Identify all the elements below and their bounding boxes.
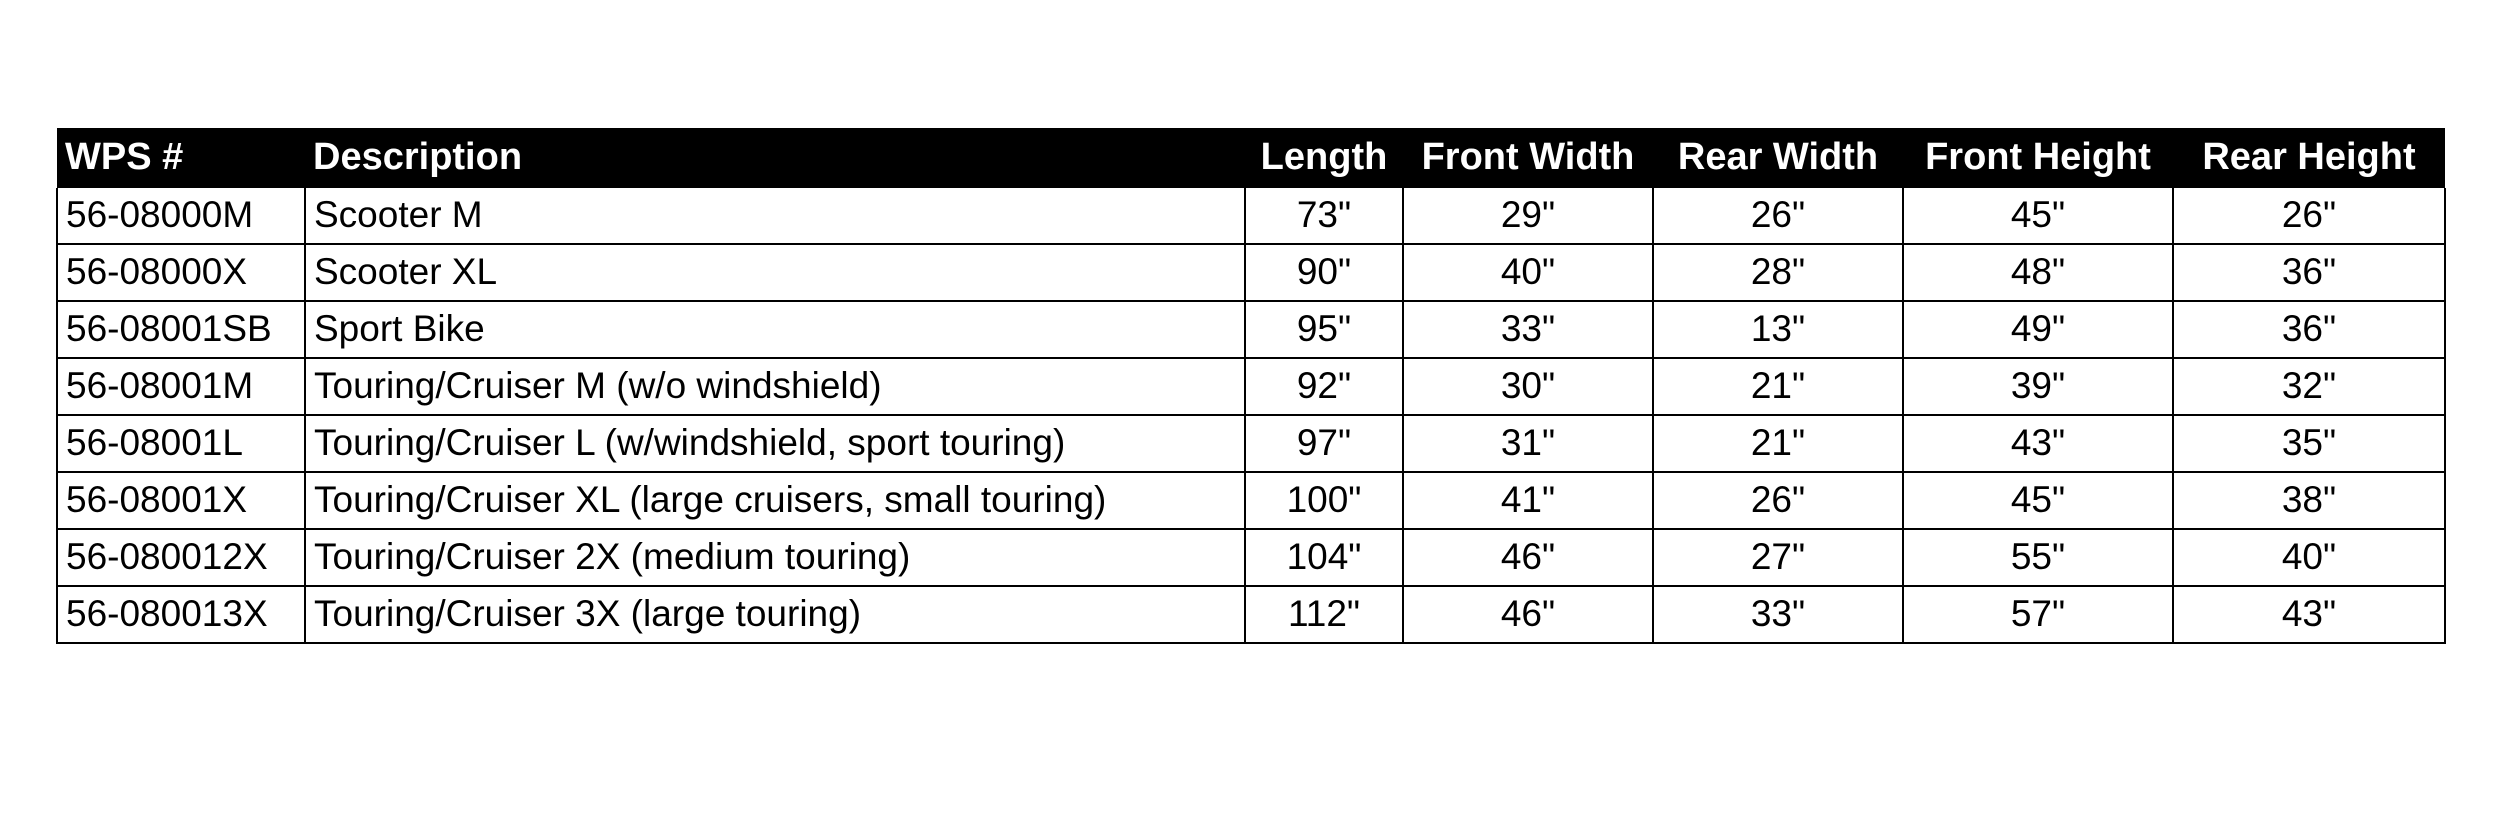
cell-wps: 56-08001L (57, 415, 305, 472)
cell-front-height: 49" (1903, 301, 2173, 358)
cell-rear-height: 36" (2173, 244, 2445, 301)
cell-front-width: 29" (1403, 188, 1653, 244)
table-row (57, 529, 2445, 586)
cell-rear-height: 36" (2173, 301, 2445, 358)
column-header-rear-width: Rear Width (1653, 128, 1903, 188)
column-header-description: Description (305, 128, 1245, 188)
table-row (57, 472, 2445, 529)
table-row (57, 358, 2445, 415)
cell-rear-width: 13" (1653, 301, 1903, 358)
table-row (57, 586, 2445, 643)
cell-wps: 56-08001X (57, 472, 305, 529)
cell-front-height: 43" (1903, 415, 2173, 472)
cell-rear-height: 40" (2173, 529, 2445, 586)
cell-description: Touring/Cruiser L (w/windshield, sport touring) (305, 415, 1245, 472)
cell-description: Touring/Cruiser 3X (large touring) (305, 586, 1245, 643)
cell-wps: 56-08000M (57, 188, 305, 244)
cell-length: 73" (1245, 188, 1403, 244)
cell-wps: 56-08001M (57, 358, 305, 415)
cell-description: Scooter XL (305, 244, 1245, 301)
table-row (57, 244, 2445, 301)
table-row (57, 188, 2445, 244)
cell-front-height: 45" (1903, 472, 2173, 529)
motorcycle-cover-size-table (56, 128, 2446, 644)
cell-description: Touring/Cruiser M (w/o windshield) (305, 358, 1245, 415)
cell-description: Scooter M (305, 188, 1245, 244)
cell-description: Touring/Cruiser XL (large cruisers, small touring) (305, 472, 1245, 529)
table-header (57, 128, 2445, 188)
cell-length: 92" (1245, 358, 1403, 415)
cell-wps: 56-08000X (57, 244, 305, 301)
cell-description: Sport Bike (305, 301, 1245, 358)
cell-rear-height: 43" (2173, 586, 2445, 643)
cell-wps: 56-08001SB (57, 301, 305, 358)
cell-front-width: 46" (1403, 529, 1653, 586)
table-row (57, 301, 2445, 358)
table-header-row (57, 128, 2445, 188)
cell-front-width: 46" (1403, 586, 1653, 643)
cell-rear-width: 21" (1653, 415, 1903, 472)
cell-front-width: 31" (1403, 415, 1653, 472)
cell-length: 104" (1245, 529, 1403, 586)
cell-rear-width: 33" (1653, 586, 1903, 643)
cell-front-width: 30" (1403, 358, 1653, 415)
table-row (57, 415, 2445, 472)
cell-front-width: 33" (1403, 301, 1653, 358)
column-header-wps: WPS # (57, 128, 305, 188)
cell-front-width: 40" (1403, 244, 1653, 301)
spec-table-container (56, 128, 2444, 644)
cell-rear-height: 26" (2173, 188, 2445, 244)
cell-front-height: 48" (1903, 244, 2173, 301)
column-header-rear-height: Rear Height (2173, 128, 2445, 188)
cell-wps: 56-080012X (57, 529, 305, 586)
column-header-front-height: Front Height (1903, 128, 2173, 188)
cell-front-height: 45" (1903, 188, 2173, 244)
cell-rear-width: 21" (1653, 358, 1903, 415)
column-header-length: Length (1245, 128, 1403, 188)
cell-rear-width: 26" (1653, 472, 1903, 529)
cell-front-height: 55" (1903, 529, 2173, 586)
cell-length: 112" (1245, 586, 1403, 643)
cell-front-height: 39" (1903, 358, 2173, 415)
table-body (57, 188, 2445, 643)
cell-length: 100" (1245, 472, 1403, 529)
column-header-front-width: Front Width (1403, 128, 1653, 188)
cell-front-height: 57" (1903, 586, 2173, 643)
cell-rear-width: 27" (1653, 529, 1903, 586)
cell-length: 97" (1245, 415, 1403, 472)
cell-rear-width: 28" (1653, 244, 1903, 301)
cell-rear-height: 38" (2173, 472, 2445, 529)
cell-length: 90" (1245, 244, 1403, 301)
cell-description: Touring/Cruiser 2X (medium touring) (305, 529, 1245, 586)
cell-rear-height: 35" (2173, 415, 2445, 472)
cell-length: 95" (1245, 301, 1403, 358)
cell-rear-width: 26" (1653, 188, 1903, 244)
cell-front-width: 41" (1403, 472, 1653, 529)
cell-wps: 56-080013X (57, 586, 305, 643)
cell-rear-height: 32" (2173, 358, 2445, 415)
